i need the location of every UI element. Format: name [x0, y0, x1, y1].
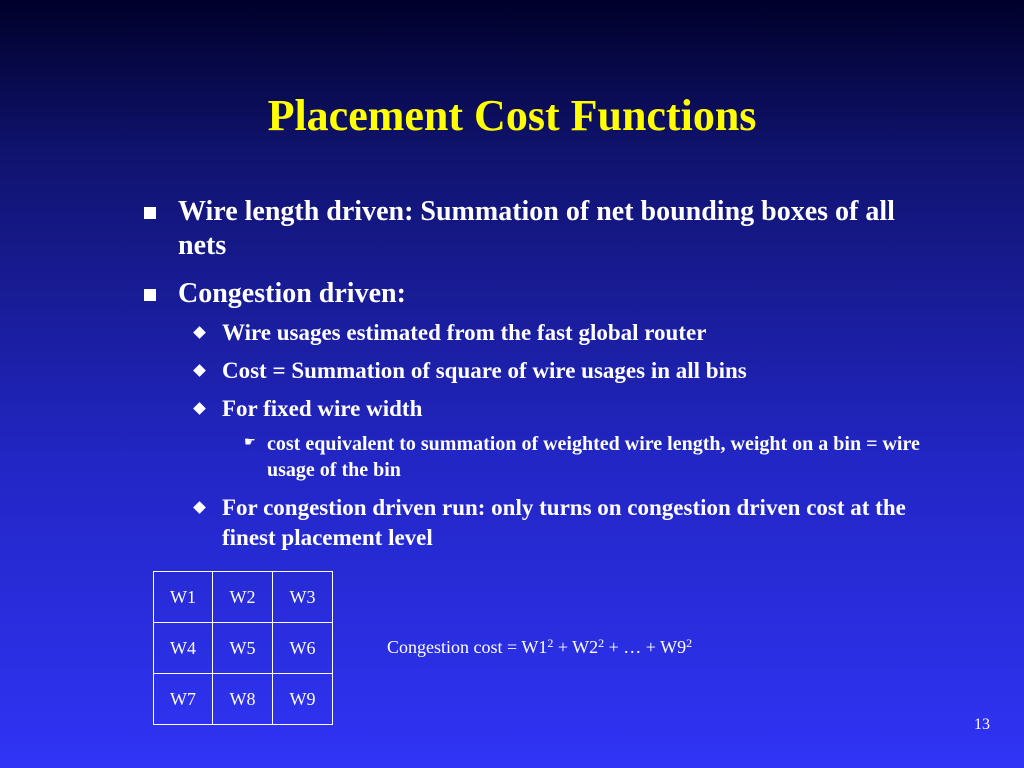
table-cell: W2 [213, 572, 273, 623]
bullet-text: Congestion driven: [178, 278, 406, 309]
sub-bullet-fixed-width [192, 394, 952, 424]
diamond-bullet-icon [193, 501, 206, 514]
slide-title: Placement Cost Functions [267, 91, 757, 140]
table-cell: W8 [213, 674, 273, 725]
sub-bullet-cost [192, 356, 952, 386]
square-bullet-icon [144, 207, 156, 219]
formula-exponent: 2 [686, 636, 693, 650]
sub-sub-bullet-text: cost equivalent to summation of weighted wire length, weight on a bin = wire usage of the bin [267, 433, 920, 481]
bullet-text: Wire length driven: Summation of net bounding boxes of all nets [178, 196, 895, 261]
sub-bullet-text: For fixed wire width [222, 396, 423, 421]
square-bullet-icon [144, 289, 156, 301]
bullet-congestion [140, 277, 900, 311]
formula-text: Congestion cost = W1 [387, 637, 548, 657]
sub-bullet-text: Wire usages estimated from the fast global router [222, 320, 707, 345]
pointing-hand-icon: ☛ [244, 434, 256, 449]
sub-bullet-text: For congestion driven run: only turns on congestion driven cost at the finest placement level [222, 495, 906, 550]
table-cell: W4 [154, 623, 213, 674]
formula-text: + W2 [553, 637, 599, 657]
diamond-bullet-icon [193, 364, 206, 377]
sub-bullet-wire-usages [192, 318, 952, 348]
formula-exponent: 2 [598, 636, 605, 650]
bin-grid-table [153, 571, 333, 725]
diamond-bullet-icon [193, 326, 206, 339]
table-cell: W7 [154, 674, 213, 725]
page-number: 13 [974, 716, 990, 733]
sub-sub-bullet-equivalent [242, 431, 962, 483]
bullet-wire-length [140, 195, 900, 263]
table-cell: W1 [154, 572, 213, 623]
table-cell: W6 [273, 623, 333, 674]
table-cell: W9 [273, 674, 333, 725]
formula-text: + … + W9 [604, 637, 687, 657]
diamond-bullet-icon [193, 402, 206, 415]
table-row [154, 572, 333, 623]
table-cell: W3 [273, 572, 333, 623]
table-row [154, 674, 333, 725]
table-cell: W5 [213, 623, 273, 674]
sub-bullet-text: Cost = Summation of square of wire usages in all bins [222, 358, 747, 383]
sub-bullet-congestion-run [192, 493, 952, 553]
formula-exponent: 2 [547, 636, 554, 650]
congestion-cost-formula [387, 637, 692, 658]
table-row [154, 623, 333, 674]
